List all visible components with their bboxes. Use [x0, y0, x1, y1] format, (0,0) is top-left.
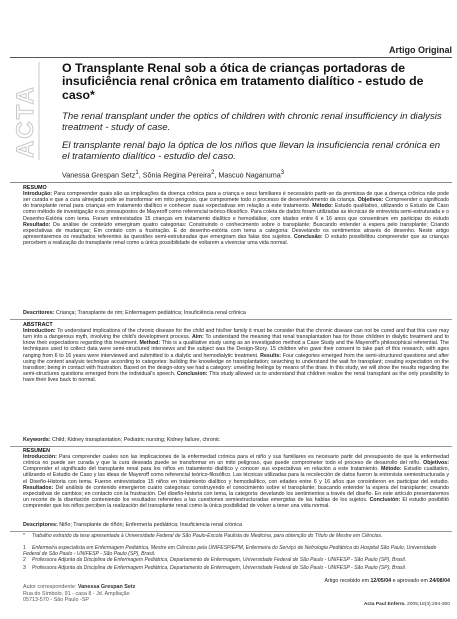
resumo-label: Método: [312, 203, 333, 210]
resumo-segment: O estudo possibilitou compreender que as crianças percebem a realização do transplante renal como a única possibilidade de voltarem a vivenciar uma vida normal. [23, 234, 450, 247]
resumen-text [23, 454, 449, 509]
keywords-value: Child; Kidney transplantation; Pediatric nursing; Kidney failure, chronic [50, 437, 220, 443]
resumen-label: Introducción: [23, 454, 57, 460]
author-name: Mascuo Naganuma [218, 170, 281, 180]
footnote [23, 566, 449, 572]
footnote-mark: 1 [23, 545, 26, 551]
footnote-text: Professora Adjunta da Disciplina de Enfermagem Pediátrica, Departamento de Enfermagem, Universidade Federal de São Paulo - UNIFESP - São Paulo (SP), Brasil. [32, 565, 407, 571]
footnote-mark: 3 [23, 565, 26, 571]
resumen-segment: Del análisis de contenido emergieron cuatro categorias: construyendo el conocimiento sobre el transplante; buscando entender la espera del transplante; creando expectativas de cambios; en contacto con la frustración. Del diseño-historia con tema, la categoría: develando los sentimientos a través del diseño. En este artículo presentaremos un recorte de la disertación conteniendo los resultados referentes a las cuestiones semiestructuradas emergidas de las hablas de los sujetos. [23, 484, 449, 504]
corresponding-author [23, 584, 253, 604]
journal-side-logo [14, 62, 42, 160]
article-type-label: Artigo Original [389, 45, 452, 55]
abstract-segment: To understand implications of the chronic disease for the child and his/her family it must be consider that the chronic disease can not be cured and that this cure may turn into a dangerous myth, involving the child's development process. [23, 328, 449, 341]
resumen-label: Método: [381, 466, 402, 473]
footnote-text: Enfermeira especialista em Enfermagem Pediátrica, Mestre em Ciências pela UNIFESP/EPM, Enfermeira do Serviço de Nefrologia Pediátrica do Hospital São Paulo, Universidade Federal de São Paulo - UNIFESP - São Paulo (SP), Brasil. [23, 545, 437, 557]
abstract-label: Aim: [191, 334, 204, 341]
resumen-label: Resultados: [23, 484, 54, 491]
article-title-es: El transplante renal bajo la óptica de los niños que llevan la insuficiencia renal crónica en el tratamiento dialítico - estudio del caso. [62, 140, 441, 162]
footnote [23, 546, 449, 558]
resumen-descriptors [23, 522, 449, 528]
footnote [23, 534, 449, 540]
abstract-segment: This study allowed us to understand that children realize the renal transplant as the only possibility to have their lives back to normal. [23, 371, 449, 384]
descriptores-value: Niño; Transplante de riñón; Enfermería pediátrica; Insuficiencia renal crónica [57, 522, 243, 528]
abstract-segment: This is a qualitative study using as an investigation method a Case Study and the Mayeroff's philosophical referential. The techniques used to collect data were semi-structured interviews and the subject was the Design-Story. 15 children who gave their consent to take part of this research, with ages ranging from 6 to 16 years were interviewed and submitted to a dialytic and hemodialytic treatment. [23, 340, 449, 359]
resumen-segment: El estudio posibilitó comprender que los niños perciben la realización del transplante renal como la única posibilidad de volver a tener una vida normal. [23, 497, 449, 510]
acta-vertical-logo [14, 62, 42, 160]
resumo-descriptors [23, 310, 449, 316]
journal-volume: 2005;18(3):294-300 [405, 602, 450, 607]
article-title-pt: O Transplante Renal sob a ótica de crianças portadoras de insuficiência renal crônica em tratamento dialítico - estudo de caso* [62, 61, 424, 102]
descriptors-value: Criança; Transplante de rim; Enfermagem pediátrica; Insuficiência renal crônica [54, 310, 246, 316]
resumen-label: Conclusión: [369, 497, 401, 504]
article-title-en: The renal transplant under the optics of children with chronic renal insufficiency in dialysis treatment - study of case. [62, 111, 442, 133]
approved-date: 24/08/04 [429, 578, 450, 584]
abstract-text [23, 328, 449, 383]
resumen-segment: Comprender el significado del transplante renal para los niños en tratamiento dialítico y conocer sus expectativas en relación a este tratamiento. [23, 466, 381, 473]
abstract-segment: Four categories emerged from the semi-structured questions and after using the content analysis technique according to categories: building the knowledge on transplantation; searching to understand the wait for transplant; creating expectation on the transition; being in contact with frustration. Based on the design-story we had a category: unveiling feelings by means of the draw. In this study, we will show the results regarding the semi-structures questions emerged from the individual's speech. [23, 352, 449, 378]
authors-divider [10, 182, 452, 183]
correspondence-address-line: 05713-570 - São Paulo -SP [23, 597, 89, 604]
resumo-segment: Compreender o significado do transplante renal para crianças em tratamento dialítico e conhecer suas expectativas em relação a este tratamento. [23, 197, 449, 210]
resumo-segment: Estudo qualitativo, utilizando o Estudo de Caso como método de investigação e os pressupostos de Mayeroff como referencial teórico-filosófico. Para coleta de dados foram utilizadas as técnicas de entrevista semi-estruturada e o Desenho-Estória com tema. Foram entrevistados 15 crianças em tratamento dialítico e hemodiálise, com idades entre 6 e 16 anos que consentiram em participar do estudo [23, 203, 449, 222]
resumo-label: Introdução: [23, 191, 53, 197]
received-middle: e aprovado em [391, 578, 430, 584]
footnote [23, 558, 449, 564]
journal-name: Acta Paul Enferm. [363, 602, 406, 607]
resumen-segment: Para comprender cuales son las implicaciones de la enfermedad crónica para el niño y sus familiares es necesario partir del presupuesto de que la enfermedad crónica no puede ser curada y que la cura deseada puede se transformar en un mito peligroso, que puede comprometer todo el proceso de desarrollo del niño. [23, 454, 449, 467]
abstract-heading: ABSTRACT [23, 322, 53, 328]
footnote-divider [10, 531, 452, 532]
resumen-heading: RESUMEN [23, 448, 50, 454]
section-divider [10, 319, 452, 320]
abstract-segment: To understand the meaning that renal transplantation has for those children in dialytic treatment and to know their expectations regarding this treatment. [23, 334, 449, 347]
resumo-heading: RESUMO [23, 185, 47, 191]
footnote-text: Professora Adjunta da Disciplina de Enfermagem Pediátrica, Departamento de Enfermagem, Universidade Federal de São Paulo - UNIFESP - São Paulo (SP), Brasil. [32, 557, 407, 563]
correspondence-name: Vanessa Grespan Setz [77, 584, 136, 590]
footnote-text: Trabalho extraído da tese apresentada à Universidade Federal de São Paulo-Escola Paulista de Medicina, para obtenção do Título de Mestre em Ciências. [32, 533, 383, 539]
descriptors-label: Descritores: [23, 310, 55, 316]
author-name: Vanessa Grespan Setz [62, 170, 136, 180]
acta-logo-text: ACTA [14, 85, 39, 158]
abstract-label: Results: [260, 352, 282, 359]
abstract-label: Method: [139, 340, 161, 347]
resumen-segment: Estudio cualitativo, utilizando el Estudio de Caso y las ideas de Mayeroff como referencial teórico-filosófico. Las técnicas utilizadas para la recolección de datos fueron la entrevista semiestructurada y el Diseño-Historia con tema. Fueron entrevistados 15 niños en tratamiento dialítico y hemodialítico, con edades entre 6 y 16 años que consintieron en participar del estudio. [23, 466, 449, 485]
resumo-label: Objetivos: [357, 197, 384, 204]
author-list: Vanessa Grespan Setz$^1$, Sônia Regina Pereira$^2$, Mascuo Naganuma$^3$ [62, 170, 285, 180]
resumo-segment: Para compreender quais são as implicações da doença crônica para a criança e seus familiares é necessário partir-se da premissa de que a doença crônica não pode ser curada e que a cura almejada pode se transformar em mito perigoso, que compromete todo o processo de desenvolvimento da criança. [23, 191, 449, 204]
resumo-label: Conclusão: [293, 234, 323, 241]
resumen-label: Objetivos: [423, 460, 449, 467]
keywords-label: Keywords: [23, 437, 51, 443]
descriptores-label: Descriptores: [23, 522, 58, 528]
received-prefix: Artigo recebido em [324, 578, 371, 584]
abstract-label: Introduction: [23, 328, 56, 334]
journal-citation [230, 602, 450, 607]
correspondence-address-line: Rua do Símbolo, 91 - casa 8 - Jd. Ampliação [23, 590, 130, 597]
received-date: 12/05/04 [370, 578, 392, 584]
author-affiliation-mark: 3 [280, 170, 285, 176]
resumo-text [23, 191, 449, 246]
section-divider [10, 446, 452, 447]
abstract-label: Conclusion: [176, 371, 208, 378]
resumo-label: Resultado: [23, 221, 51, 228]
abstract-keywords [23, 437, 449, 443]
author-name: Sônia Regina Pereira [142, 170, 212, 180]
footnote-mark: 2 [23, 557, 26, 563]
footnote-mark: * [23, 533, 25, 539]
header-divider [10, 57, 452, 58]
correspondence-label: Autor correspondente: [23, 584, 78, 590]
received-info [226, 578, 450, 584]
author-affiliation-mark: 2 [211, 170, 215, 176]
author-affiliation-mark: 1 [135, 170, 139, 176]
resumo-segment: Da análise de conteúdo emergiram quatro categorias: Construindo o conhecimento sobre o transplante; Buscando entender a espera pelo transplante; Criando expectativas de mudanças; Em contato com a frustração. E do desenho-estória com tema a categoria: Desvelando os sentimentos através do desenho. Neste artigo apresentaremos os resultados referentes às questões semi-estruturadas que emergiram das falas dos sujeitos. [23, 221, 449, 241]
